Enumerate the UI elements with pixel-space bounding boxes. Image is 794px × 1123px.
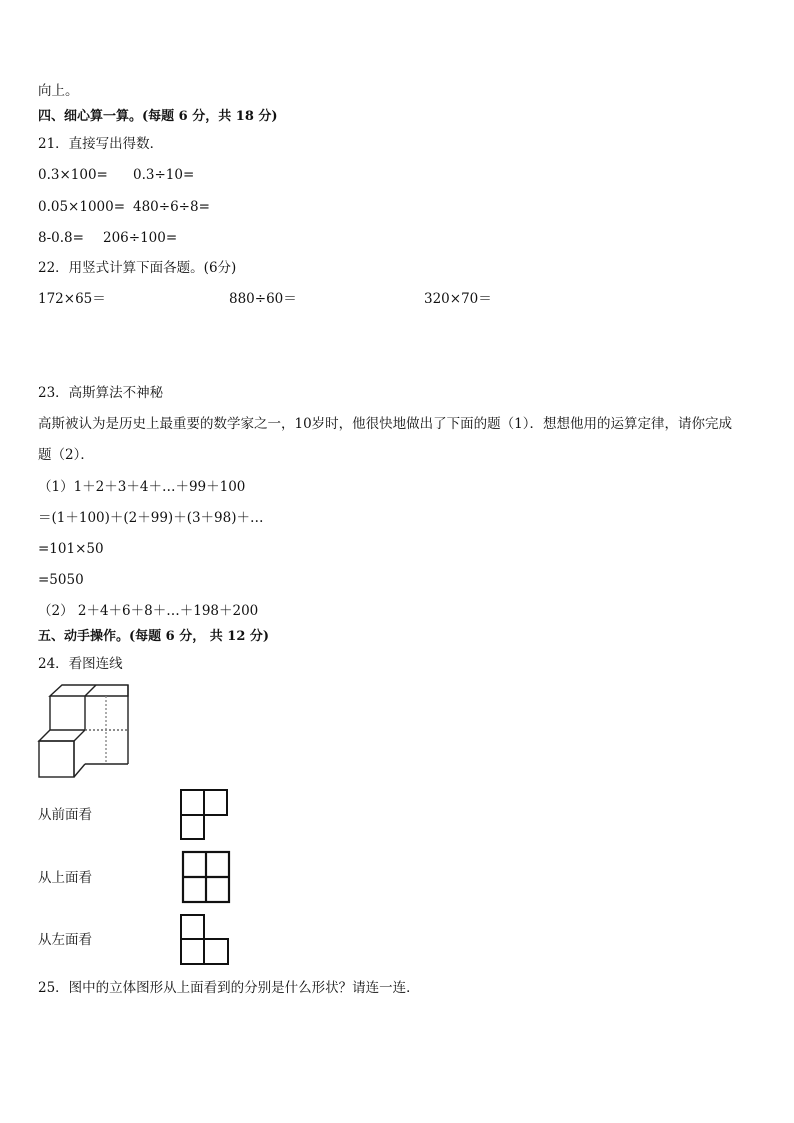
q22-title: 22．用竖式计算下面各题。(6分) [38, 260, 237, 276]
q22-expr-2: 880÷60＝ [229, 291, 297, 307]
q23-paragraph-line-1: 高斯被认为是历史上最重要的数学家之一，10岁时，他很快地做出了下面的题（1）．想想他用的运算定律，请你完成 [38, 416, 733, 432]
q21-expr-r2c2: 480÷6÷8= [133, 199, 210, 215]
q23-step-4: =5050 [38, 572, 84, 588]
q21-expr-r1c2: 0.3÷10= [133, 167, 195, 183]
q23-step-2: ＝(1＋100)＋(2＋99)＋(3＋98)＋… [38, 510, 264, 526]
q21-expr-r2c1: 0.05×1000= [38, 199, 126, 215]
q23-paragraph-line-2: 题（2）． [38, 447, 94, 463]
section-5-header: 五、动手操作。(每题 6 分， 共 12 分) [38, 629, 270, 644]
q22-expr-1: 172×65＝ [38, 291, 106, 307]
q23-step-1: （1）1＋2＋3＋4＋…＋99＋100 [38, 479, 246, 495]
q23-step-5: （2） 2＋4＋6＋8＋…＋198＋200 [38, 603, 259, 619]
q23-step-3: =101×50 [38, 541, 104, 557]
q21-expr-r3c2: 206÷100= [103, 230, 178, 246]
q23-title: 23．高斯算法不神秘 [38, 385, 164, 401]
q25-title: 25．图中的立体图形从上面看到的分别是什么形状？请连一连． [38, 980, 420, 996]
view-label-left: 从左面看 [38, 932, 92, 948]
view-label-front: 从前面看 [38, 807, 92, 823]
view-option-shape-a[interactable] [180, 789, 230, 841]
view-option-shape-b[interactable] [182, 851, 232, 903]
cube-solid-figure [38, 684, 130, 780]
q22-expr-3: 320×70＝ [424, 291, 492, 307]
intro-tail: 向上。 [38, 83, 79, 99]
q24-title: 24．看图连线 [38, 656, 123, 672]
view-option-shape-c[interactable] [180, 914, 232, 966]
q21-title: 21．直接写出得数． [38, 136, 164, 152]
q21-expr-r1c1: 0.3×100= [38, 167, 108, 183]
view-label-top: 从上面看 [38, 870, 92, 886]
section-4-header: 四、细心算一算。(每题 6 分，共 18 分) [38, 109, 278, 124]
q21-expr-r3c1: 8-0.8= [38, 230, 84, 246]
